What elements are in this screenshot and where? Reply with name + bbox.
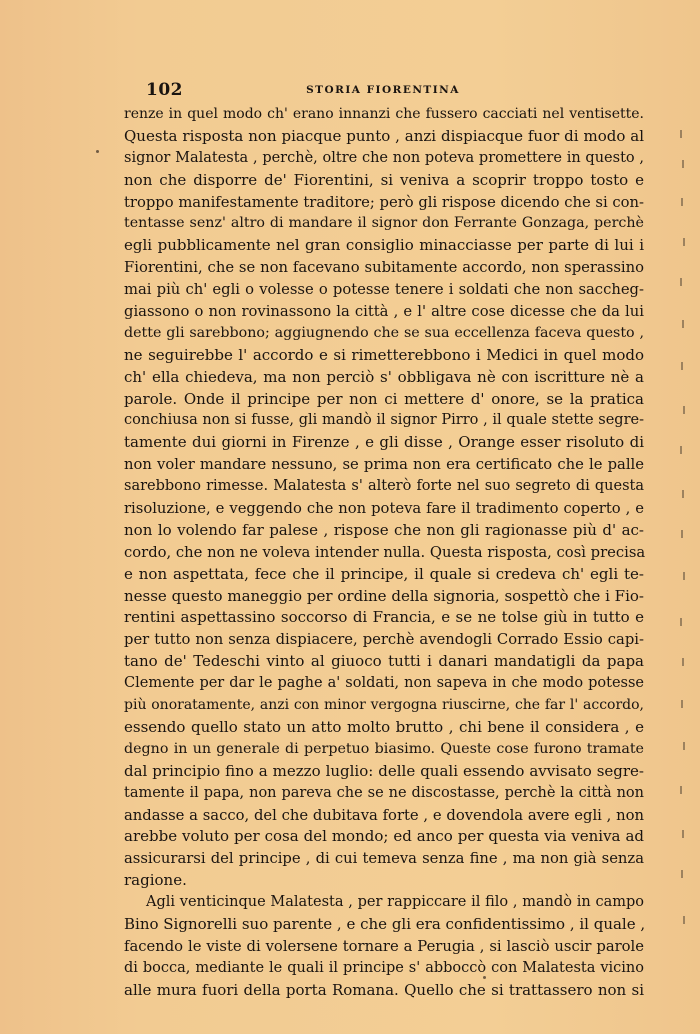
text-line: troppo manifestamente traditore; però gli rispose dicendo che si con- xyxy=(124,193,644,211)
ink-speck xyxy=(483,976,486,979)
margin-mark xyxy=(680,130,682,138)
margin-mark xyxy=(682,160,684,168)
text-line: Fiorentini, che se non facevano subitamente accordo, non sperassino xyxy=(124,259,644,277)
text-line: e non aspettata, fece che il principe, il quale si credeva ch' egli te- xyxy=(124,564,644,583)
text-line: facendo le viste di volersene tornare a Perugia , si lasciò uscir parole xyxy=(124,937,644,955)
running-title: STORIA FIORENTINA xyxy=(306,84,460,96)
text-line: dette gli sarebbono; aggiugnendo che se sua eccellenza faceva questo , xyxy=(124,324,644,341)
paragraph-1 xyxy=(124,104,644,892)
text-line: non lo volendo far palese , rispose che non gli ragionasse più d' ac- xyxy=(124,520,644,539)
text-line: dal principio fino a mezzo luglio: delle quali essendo avvisato segre- xyxy=(124,761,644,780)
text-line: tamente dui giorni in Firenze , e gli disse , Orange esser risoluto di xyxy=(124,433,644,452)
text-line: rentini aspettassino soccorso di Francia, e se ne tolse giù in tutto e xyxy=(124,608,644,627)
margin-mark xyxy=(681,362,683,370)
bleed-through-marks xyxy=(678,110,698,990)
margin-mark xyxy=(683,406,685,414)
text-line: Clemente per dar le paghe a' soldati, non sapeva in che modo potesse xyxy=(124,675,644,692)
text-line: nesse questo maneggio per ordine della signoria, sospettò che i Fio- xyxy=(124,586,644,605)
text-line: Agli venticinque Malatesta , per rappiccare il filo , mandò in campo xyxy=(146,894,644,911)
margin-mark xyxy=(681,530,683,538)
text-line: ragione. xyxy=(124,871,187,890)
text-line: conchiusa non si fusse, gli mandò il signor Pirro , il quale stette segre- xyxy=(124,412,644,429)
text-line: per tutto non senza dispiacere, perchè avendogli Corrado Essio capi- xyxy=(124,631,644,649)
text-line: renze in quel modo ch' erano innanzi che fussero cacciati nel ventisette. xyxy=(124,106,644,122)
margin-mark xyxy=(681,870,683,878)
text-line: cordo, che non ne voleva intender nulla. Questa risposta, così precisa xyxy=(124,543,646,561)
text-line: tano de' Tedeschi vinto al giuoco tutti i danari mandatigli da papa xyxy=(124,652,644,671)
text-line: degno in un generale di perpetuo biasimo. Queste cose furono tramate xyxy=(124,740,644,757)
margin-mark xyxy=(683,742,685,750)
text-line: giassono o non rovinassono la città , e l' altre cose dicesse che da lui xyxy=(124,303,644,321)
margin-mark xyxy=(683,916,685,924)
margin-mark xyxy=(682,830,684,838)
text-line: di bocca, mediante le quali il principe s' abboccò con Malatesta vicino xyxy=(124,959,644,976)
page-number: 102 xyxy=(146,80,183,100)
text-line: risoluzione, e veggendo che non poteva fare il tradimento coperto , e xyxy=(124,500,644,518)
text-line: alle mura fuori della porta Romana. Quello che si trattassero non si xyxy=(124,980,644,999)
paragraph-2 xyxy=(124,892,644,1001)
text-line: tamente il papa, non pareva che se ne discostasse, perchè la città non xyxy=(124,784,644,801)
text-line: parole. Onde il principe per non ci mettere d' onore, se la pratica xyxy=(124,389,644,408)
margin-mark xyxy=(682,490,684,498)
page-header xyxy=(124,80,642,102)
text-line: non voler mandare nessuno, se prima non era certificato che le palle xyxy=(124,456,644,474)
margin-mark xyxy=(681,700,683,708)
text-line: non che disporre de' Fiorentini, si veniva a scoprir troppo tosto e xyxy=(124,170,644,189)
text-line: essendo quello stato un atto molto brutto , chi bene il considera , e xyxy=(124,717,644,736)
margin-mark xyxy=(682,320,684,328)
margin-mark xyxy=(680,618,682,626)
text-line: mai più ch' egli o volesse o potesse tenere i soldati che non saccheg- xyxy=(124,281,644,299)
margin-mark xyxy=(680,278,682,286)
margin-mark xyxy=(680,786,682,794)
margin-mark xyxy=(680,446,682,454)
margin-mark xyxy=(683,572,685,580)
text-line: signor Malatesta , perchè, oltre che non poteva promettere in questo , xyxy=(124,149,644,166)
text-line: più onoratamente, anzi con minor vergogna riuscirne, che far l' accordo, xyxy=(124,697,644,714)
body-text xyxy=(124,104,644,1002)
text-line: egli pubblicamente nel gran consiglio minacciasse per parte di lui i xyxy=(124,236,644,255)
text-line: andasse a sacco, del che dubitava forte , e dovendola avere egli , non xyxy=(124,806,644,824)
margin-mark xyxy=(682,658,684,666)
text-line: sarebbono rimesse. Malatesta s' alterò forte nel suo segreto di questa xyxy=(124,478,644,495)
text-line: tentasse senz' altro di mandare il signor don Ferrante Gonzaga, perchè xyxy=(124,215,644,232)
text-line: ch' ella chiedeva, ma non perciò s' obbligava nè con iscritture nè a xyxy=(124,367,644,386)
margin-mark xyxy=(681,198,683,206)
ink-speck xyxy=(96,150,99,153)
text-line: Questa risposta non piacque punto , anzi dispiacque fuor di modo al xyxy=(124,126,644,145)
text-line: arebbe voluto per cosa del mondo; ed anco per questa via veniva ad xyxy=(124,827,644,846)
text-line: assicurarsi del principe , di cui temeva senza fine , ma non già senza xyxy=(124,850,644,868)
text-line: Bino Signorelli suo parente , e che gli era confidentissimo , il quale , xyxy=(124,914,646,933)
margin-mark xyxy=(683,238,685,246)
text-line: ne seguirebbe l' accordo e si rimetterebbono i Medici in quel modo xyxy=(124,345,644,364)
